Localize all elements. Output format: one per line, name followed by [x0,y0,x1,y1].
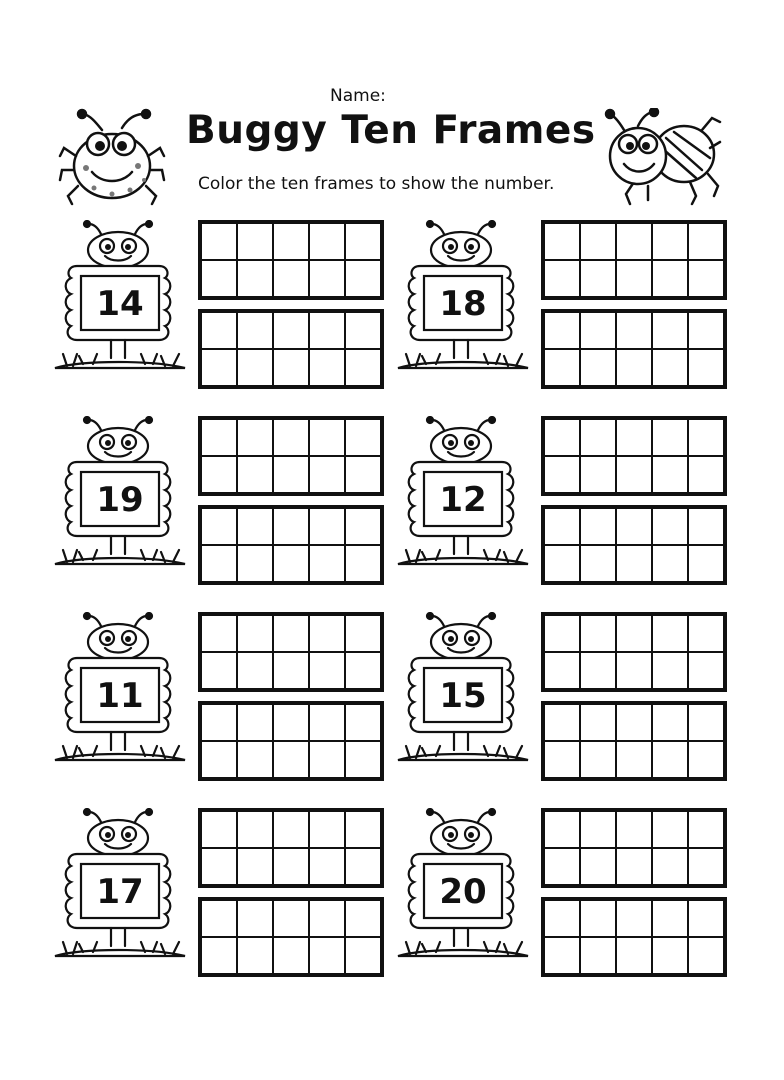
ten-frame-cell[interactable] [273,456,309,493]
ten-frame [198,701,384,781]
ten-frame-cell[interactable] [237,456,273,493]
ten-frame-cell[interactable] [544,900,580,937]
ten-frame-cell[interactable] [201,545,237,582]
ten-frame-cell[interactable] [273,312,309,349]
bug-icon [58,108,186,206]
ten-frame-cell[interactable] [616,848,652,885]
ten-frame-cell[interactable] [273,937,309,974]
ten-frame-cell[interactable] [273,848,309,885]
ten-frame-cell[interactable] [688,260,724,297]
ten-frame-cell[interactable] [616,545,652,582]
ten-frame-cell[interactable] [544,741,580,778]
ten-frame-cell[interactable] [616,652,652,689]
ten-frame-cell[interactable] [345,741,381,778]
ten-frame-cell[interactable] [544,260,580,297]
ten-frame-cell[interactable] [544,652,580,689]
ten-frame-cell[interactable] [544,312,580,349]
ten-frame-cell[interactable] [201,937,237,974]
ten-frame-cell[interactable] [345,508,381,545]
ten-frame-cell[interactable] [688,419,724,456]
ten-frame-cell[interactable] [652,223,688,260]
ten-frame-cell[interactable] [544,508,580,545]
ten-frame [541,897,727,977]
name-label: Name: [330,86,386,106]
ten-frame-cell[interactable] [688,900,724,937]
ten-frame-cell[interactable] [580,741,616,778]
ten-frame-cell[interactable] [237,419,273,456]
ten-frame-cell[interactable] [616,811,652,848]
ten-frame-cell[interactable] [273,652,309,689]
ten-frames-group [541,220,729,389]
ten-frame-cell[interactable] [273,223,309,260]
ten-frame-cell[interactable] [201,349,237,386]
ten-frames-group [198,612,386,781]
ten-frame-cell[interactable] [345,349,381,386]
ten-frame-cell[interactable] [580,545,616,582]
ten-frame-cell[interactable] [273,704,309,741]
ten-frame [198,897,384,977]
ten-frames-group [541,612,729,781]
ten-frame-cell[interactable] [237,508,273,545]
ten-frames-group [541,808,729,977]
ten-frame-cell[interactable] [652,260,688,297]
ten-frame-cell[interactable] [273,260,309,297]
bug-sign-icon [396,416,531,571]
ten-frame-cell[interactable] [345,223,381,260]
ten-frame-cell[interactable] [652,312,688,349]
ten-frame-cell[interactable] [652,741,688,778]
ten-frame-cell[interactable] [580,811,616,848]
ten-frame-cell[interactable] [345,260,381,297]
ten-frame-cell[interactable] [201,456,237,493]
ten-frame-cell[interactable] [237,545,273,582]
ten-frame-cell[interactable] [345,615,381,652]
ten-frame-cell[interactable] [616,260,652,297]
problem-card [396,220,731,395]
ten-frame-cell[interactable] [652,811,688,848]
ten-frame [541,505,727,585]
ten-frame-cell[interactable] [345,937,381,974]
ten-frame-cell[interactable] [580,615,616,652]
problem-card [396,612,731,787]
ten-frame-cell[interactable] [273,508,309,545]
ten-frame-cell[interactable] [616,223,652,260]
ten-frame-cell[interactable] [345,704,381,741]
ten-frame-cell[interactable] [273,545,309,582]
problem-card [53,416,388,591]
ten-frame-cell[interactable] [309,545,345,582]
ten-frame-cell[interactable] [201,704,237,741]
ten-frame-cell[interactable] [309,312,345,349]
ten-frame [541,808,727,888]
ten-frame [541,309,727,389]
ten-frame-cell[interactable] [309,260,345,297]
ten-frame [198,309,384,389]
ten-frame-cell[interactable] [544,456,580,493]
ten-frame [198,612,384,692]
ten-frame-cell[interactable] [345,456,381,493]
ten-frame-cell[interactable] [652,652,688,689]
ten-frame [198,808,384,888]
bug-sign-icon [396,808,531,963]
ten-frames-group [541,416,729,585]
problem-number: 17 [96,872,144,912]
ten-frame-cell[interactable] [345,900,381,937]
ten-frame-cell[interactable] [652,704,688,741]
ten-frame-cell[interactable] [544,349,580,386]
problem-number: 18 [439,284,487,324]
ten-frame-cell[interactable] [201,615,237,652]
ten-frame-cell[interactable] [688,508,724,545]
ten-frame-cell[interactable] [616,419,652,456]
ten-frame-cell[interactable] [309,615,345,652]
ten-frame-cell[interactable] [309,419,345,456]
ten-frame-cell[interactable] [688,811,724,848]
ten-frames-group [198,808,386,977]
bug-sign-icon [53,220,188,375]
ten-frame-cell[interactable] [688,704,724,741]
ten-frame-cell[interactable] [580,223,616,260]
ten-frame-cell[interactable] [580,508,616,545]
ten-frame-cell[interactable] [688,741,724,778]
ten-frame-cell[interactable] [309,652,345,689]
ten-frame-cell[interactable] [345,419,381,456]
problem-number: 14 [96,284,144,324]
ten-frame-cell[interactable] [616,456,652,493]
ten-frame-cell[interactable] [652,419,688,456]
ten-frame-cell[interactable] [616,741,652,778]
ten-frame-cell[interactable] [237,900,273,937]
problem-card [53,808,388,983]
ten-frame-cell[interactable] [544,704,580,741]
ten-frame-cell[interactable] [273,900,309,937]
ten-frame-cell[interactable] [345,848,381,885]
ten-frame-cell[interactable] [237,652,273,689]
ten-frame-cell[interactable] [688,848,724,885]
ten-frame-cell[interactable] [273,419,309,456]
problem-number: 20 [439,872,487,912]
ten-frame-cell[interactable] [616,937,652,974]
ten-frame-cell[interactable] [616,508,652,545]
ten-frame-cell[interactable] [201,652,237,689]
ten-frame-cell[interactable] [688,456,724,493]
ten-frame-cell[interactable] [237,223,273,260]
ten-frame-cell[interactable] [544,545,580,582]
ten-frame-cell[interactable] [237,615,273,652]
ten-frame-cell[interactable] [309,704,345,741]
ten-frame-cell[interactable] [237,848,273,885]
ten-frame-cell[interactable] [273,741,309,778]
problem-card [396,416,731,591]
ten-frame-cell[interactable] [345,312,381,349]
ten-frame-cell[interactable] [201,741,237,778]
ten-frame-cell[interactable] [688,349,724,386]
ten-frame-cell[interactable] [688,545,724,582]
ten-frame-cell[interactable] [580,456,616,493]
ten-frame-cell[interactable] [580,349,616,386]
ten-frame-cell[interactable] [237,937,273,974]
ten-frame-cell[interactable] [580,419,616,456]
ten-frame-cell[interactable] [201,419,237,456]
ten-frame-cell[interactable] [237,312,273,349]
problem-number: 11 [96,676,144,716]
ten-frame-cell[interactable] [652,456,688,493]
ten-frame-cell[interactable] [580,937,616,974]
bug-sign-icon [396,612,531,767]
ten-frame-cell[interactable] [309,741,345,778]
problem-card [396,808,731,983]
bug-sign-icon [53,416,188,571]
ten-frame-cell[interactable] [237,741,273,778]
ten-frame-cell[interactable] [652,545,688,582]
ten-frame-cell[interactable] [201,848,237,885]
problem-number: 19 [96,480,144,520]
problem-number: 15 [439,676,487,716]
worksheet-instructions: Color the ten frames to show the number. [198,174,555,194]
ten-frame-cell[interactable] [652,508,688,545]
ten-frame-cell[interactable] [544,811,580,848]
ten-frame-cell[interactable] [688,652,724,689]
ten-frame [541,220,727,300]
ten-frame [198,505,384,585]
ten-frame-cell[interactable] [580,704,616,741]
ten-frame-cell[interactable] [652,848,688,885]
ten-frame-cell[interactable] [201,508,237,545]
ten-frame-cell[interactable] [309,937,345,974]
ten-frame-cell[interactable] [688,312,724,349]
ten-frame [541,701,727,781]
ten-frame-cell[interactable] [201,900,237,937]
ten-frame-cell[interactable] [273,615,309,652]
ten-frame-cell[interactable] [580,260,616,297]
ten-frame-cell[interactable] [237,349,273,386]
ten-frame [198,220,384,300]
ten-frame-cell[interactable] [580,900,616,937]
ten-frame-cell[interactable] [201,312,237,349]
ten-frame-cell[interactable] [544,419,580,456]
ten-frame-cell[interactable] [544,937,580,974]
ten-frame-cell[interactable] [616,349,652,386]
ten-frame-cell[interactable] [201,260,237,297]
ten-frame-cell[interactable] [309,811,345,848]
ten-frame-cell[interactable] [652,937,688,974]
ten-frame-cell[interactable] [237,704,273,741]
ten-frame-cell[interactable] [309,223,345,260]
problem-card [53,220,388,395]
problem-number: 12 [439,480,487,520]
ten-frame-cell[interactable] [616,312,652,349]
ten-frame-cell[interactable] [309,349,345,386]
ten-frame-cell[interactable] [237,811,273,848]
ten-frame-cell[interactable] [688,223,724,260]
ten-frame-cell[interactable] [652,900,688,937]
ten-frame-cell[interactable] [345,811,381,848]
ten-frame-cell[interactable] [652,615,688,652]
ten-frame [198,416,384,496]
ten-frame-cell[interactable] [544,848,580,885]
ten-frame-cell[interactable] [345,545,381,582]
ten-frame-cell[interactable] [273,811,309,848]
ten-frame-cell[interactable] [201,223,237,260]
ten-frame-cell[interactable] [580,848,616,885]
ten-frame-cell[interactable] [580,652,616,689]
bug-sign-icon [53,808,188,963]
ten-frame-cell[interactable] [273,349,309,386]
ten-frame-cell[interactable] [544,223,580,260]
ten-frame [541,612,727,692]
ten-frame-cell[interactable] [309,848,345,885]
ten-frame-cell[interactable] [616,615,652,652]
ten-frame-cell[interactable] [688,937,724,974]
ten-frames-group [198,416,386,585]
ten-frame-cell[interactable] [652,349,688,386]
ten-frame-cell[interactable] [688,615,724,652]
ten-frame-cell[interactable] [616,704,652,741]
worksheet-title: Buggy Ten Frames [186,108,596,153]
ten-frame-cell[interactable] [544,615,580,652]
ten-frame-cell[interactable] [345,652,381,689]
ten-frame-cell[interactable] [309,900,345,937]
spider-icon [604,108,724,206]
ten-frame-cell[interactable] [580,312,616,349]
ten-frame [541,416,727,496]
bug-sign-icon [396,220,531,375]
ten-frame-cell[interactable] [237,260,273,297]
ten-frame-cell[interactable] [616,900,652,937]
problem-card [53,612,388,787]
ten-frame-cell[interactable] [309,508,345,545]
ten-frames-group [198,220,386,389]
bug-sign-icon [53,612,188,767]
ten-frame-cell[interactable] [309,456,345,493]
ten-frame-cell[interactable] [201,811,237,848]
